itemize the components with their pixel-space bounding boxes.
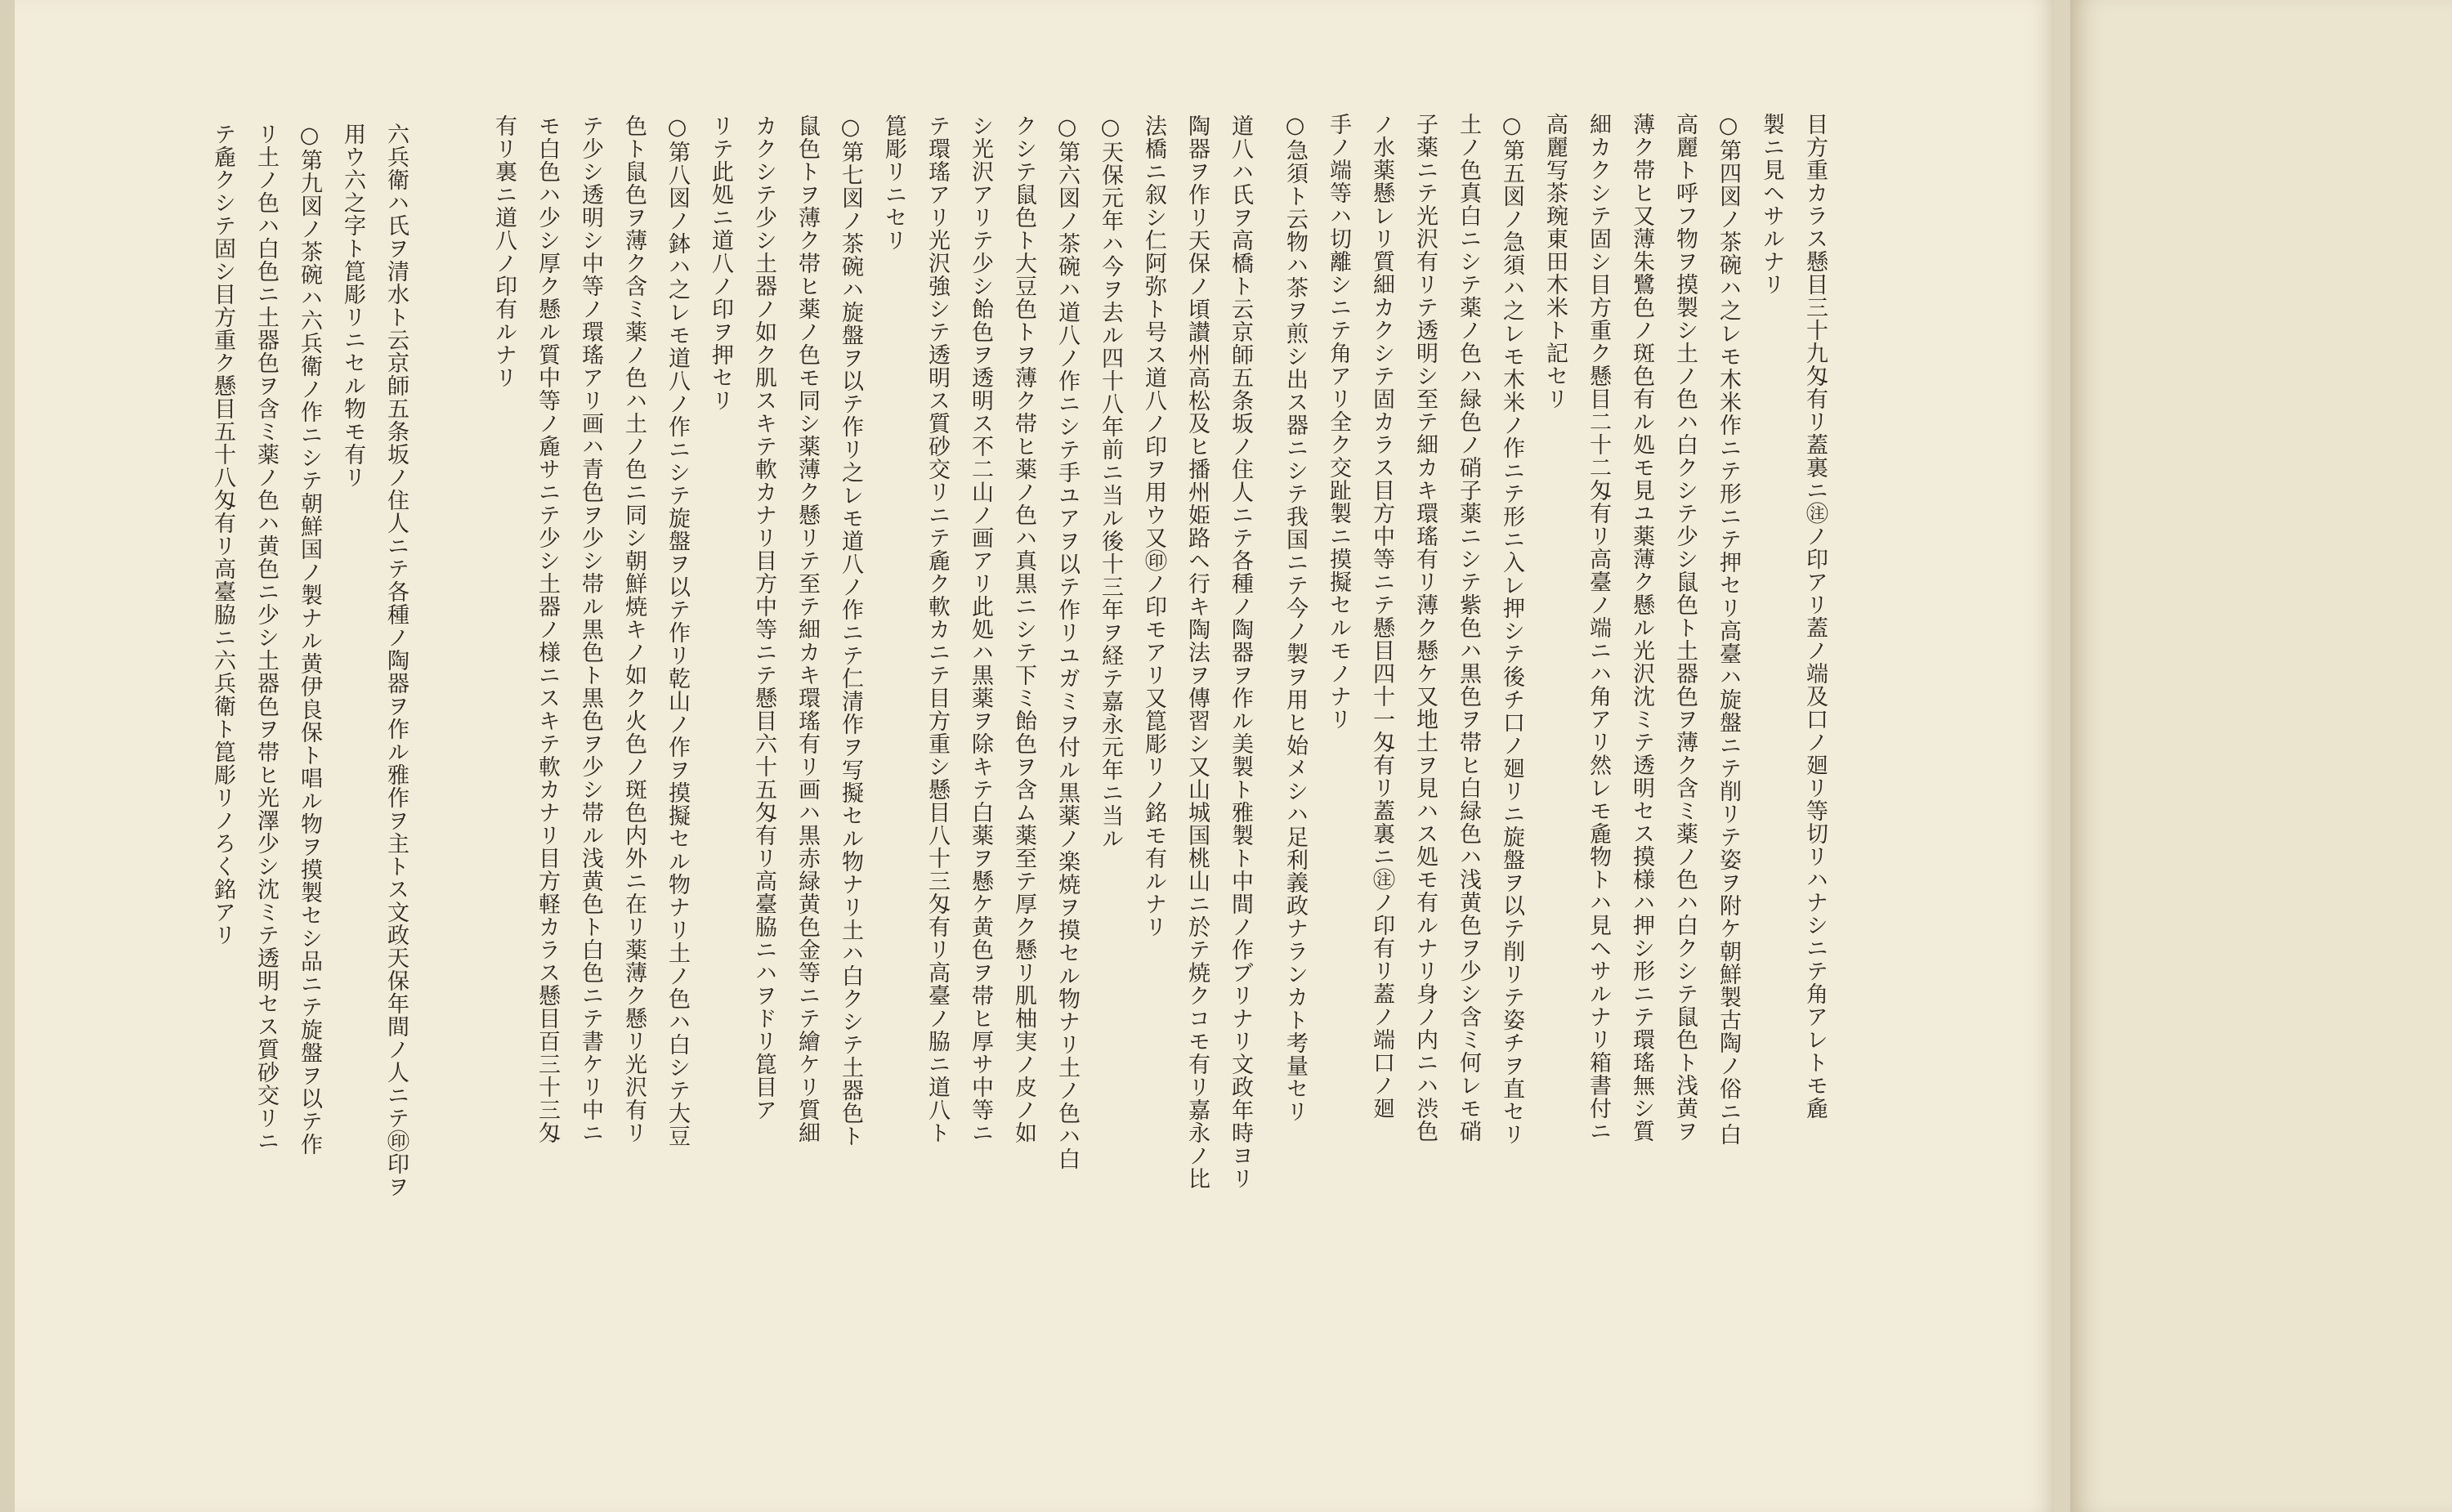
text-column: 六兵衛ハ氏ヲ清水ト云京師五条坂ノ住人ニテ各種ノ陶器ヲ作ル雅作ヲ主トス文政天保年間ノ人ニテ㊞印ヲ (383, 123, 409, 1198)
text-column: ○第六図ノ茶碗ハ道八ノ作ニシテ手ユアヲ以テ作リユガミヲ付ル黒薬ノ楽焼ヲ摸セル物ナリ土ノ色ハ白 (1054, 114, 1080, 1170)
text-column: カクシテ少シ土器ノ如ク肌スキテ軟カナリ目方中等ニテ懸目六十五匁有リ高臺脇ニハヲドリ箟目ア (751, 114, 776, 1121)
page-gutter (2054, 0, 2070, 1512)
text-column: ノ水薬懸レリ質細カクシテ固カラス目方中等ニテ懸目四十一匁有リ蓋裏ニ㊟ノ印有リ蓋ノ端口ノ廻 (1369, 113, 1394, 1120)
text-column: ○急須ト云物ハ茶ヲ煎シ出ス器ニシテ我国ニテ今ノ製ヲ用ヒ始メシハ足利義政ナランカト考量セリ (1282, 113, 1308, 1123)
text-column: 箟彫リニセリ (881, 114, 906, 252)
text-column: 色ト鼠色ヲ薄ク含ミ薬ノ色ハ土ノ色ニ同シ朝鮮焼キノ如ク火色ノ斑色内外ニ在リ薬薄ク懸リ光沢有リ (621, 114, 647, 1144)
facing-page (2070, 0, 2452, 1512)
main-page (15, 0, 2054, 1512)
text-column: 細カクシテ固シ目方重ク懸目二十二匁有リ高臺ノ端ニハ角アリ然レモ麁物トハ見ヘサルナリ箱書付ニ (1586, 113, 1611, 1143)
text-column: 目方重カラス懸目三十九匁有リ蓋裏ニ㊟ノ印アリ蓋ノ端及口ノ廻リ等切リハナシニテ角アレトモ麁 (1802, 113, 1828, 1120)
text-column: 鼠色トヲ薄ク帯ヒ薬ノ色モ同シ薬薄ク懸リテ至テ細カキ環瑤有リ画ハ黒赤緑黄色金等ニテ繪ケリ質細 (794, 114, 820, 1144)
text-column: 有リ裏ニ道八ノ印有ルナリ (491, 114, 517, 389)
text-column: モ白色ハ少シ厚ク懸ル質中等ノ麁サニテ少シ土器ノ様ニスキテ軟カナリ目方軽カラス懸目百三十三匁 (535, 114, 560, 1144)
text-column: リテ此処ニ道八ノ印ヲ押セリ (708, 114, 733, 412)
text-column: テ少シ透明シ中等ノ環瑤アリ画ハ青色ヲ少シ帯ル黒色ト黒色ヲ少シ帯ル浅黄色ト白色ニテ書ケリ中ニ (578, 114, 603, 1144)
text-column: クシテ鼠色ト大豆色トヲ薄ク帯ヒ薬ノ色ハ真黒ニシテ下ミ飴色ヲ含ム薬至テ厚ク懸リ肌柚実ノ皮ノ如 (1011, 114, 1036, 1144)
text-column: ○第八図ノ鉢ハ之レモ道八ノ作ニシテ旋盤ヲ以テ作リ乾山ノ作ヲ摸擬セル物ナリ土ノ色ハ白シテ大豆 (664, 114, 690, 1147)
text-column: 陶器ヲ作リ天保ノ頃讃州高松及ヒ播州姫路ヘ行キ陶法ヲ傳習シ又山城国桃山ニ於テ焼クコモ有リ嘉永ノ比 (1184, 114, 1210, 1190)
text-column: 用ウ六之字ト箟彫リニセル物モ有リ (340, 123, 365, 489)
text-column: 子薬ニテ光沢有リテ透明シ至テ細カキ環瑤有リ薄ク懸ケ又地土ヲ見ハス処モ有ルナリ身ノ内ニハ渋色 (1412, 113, 1438, 1143)
text-column: シ光沢アリテ少シ飴色ヲ透明ス不二山ノ画アリ此処ハ黒薬ヲ除キテ白薬ヲ懸ケ黄色ヲ帯ヒ厚サ中等ニ (968, 114, 993, 1144)
text-column: 道八ハ氏ヲ高橋ト云京師五条坂ノ住人ニテ各種ノ陶器ヲ作ル美製ト雅製ト中間ノ作ブリナリ文政年時ヨリ (1228, 114, 1253, 1190)
text-column: リ土ノ色ハ白色ニ土器色ヲ含ミ薬ノ色ハ黄色ニ少シ土器色ヲ帯ヒ光澤少シ沈ミテ透明セス質砂交リニ (253, 123, 279, 1152)
text-column: ○第七図ノ茶碗ハ旋盤ヲ以テ作リ之レモ道八ノ作ニテ仁清作ヲ写擬セル物ナリ土ハ白クシテ土器色ト (838, 114, 863, 1147)
text-column: テ麁クシテ固シ目方重ク懸目五十八匁有リ高臺脇ニ六兵衛ト箟彫リノろく銘アリ (210, 123, 235, 946)
text-column: 法橋ニ叙シ仁阿弥ト号ス道八ノ印ヲ用ウ又㊞ノ印モアリ又箟彫リノ銘モ有ルナリ (1141, 114, 1166, 938)
text-column: 手ノ端等ハ切離シニテ角アリ全ク交趾製ニ摸擬セルモノナリ (1326, 113, 1351, 731)
text-column: 高麗写茶琬東田木米ト記セリ (1542, 113, 1568, 410)
text-column: ○天保元年ハ今ヲ去ル四十八年前ニ当ル後十三年ヲ経テ嘉永元年ニ当ル (1098, 114, 1123, 850)
text-column: 高麗ト呼フ物ヲ摸製シ土ノ色ハ白クシテ少シ鼠色ト土器色ヲ薄ク含ミ薬ノ色ハ白クシテ鼠色ト浅黄ヲ (1672, 113, 1698, 1143)
text-section-middle (482, 114, 1262, 1455)
text-column: ○第四図ノ茶碗ハ之レモ木米作ニテ形ニテ押セリ高臺ハ旋盤ニテ削リテ姿ヲ附ケ朝鮮製古陶ノ俗ニ白 (1716, 113, 1741, 1146)
text-column: ○第九図ノ茶碗ハ六兵衛ノ作ニシテ朝鮮国ノ製ナル黄伊良保ト唱ル物ヲ摸製セシ品ニテ旋盤ヲ以テ作 (297, 123, 322, 1156)
text-section-right (1273, 113, 1837, 1453)
text-column: 土ノ色真白ニシテ薬ノ色ハ緑色ノ硝子薬ニシテ紫色ハ黒色ヲ帯ヒ白緑色ハ浅黄色ヲ少シ含ミ何レモ硝 (1456, 113, 1481, 1143)
text-column: 製ニ見ヘサルナリ (1759, 113, 1784, 296)
text-column: テ環瑤アリ光沢強シテ透明ス質砂交リニテ麁ク軟カニテ目方重シ懸目八十三匁有リ高臺ノ脇ニ道八ト (924, 114, 950, 1144)
text-section-left (201, 123, 418, 1463)
text-column: 薄ク帯ヒ又薄朱鷺色ノ斑色有ル処モ見ユ薬薄ク懸ル光沢沈ミテ透明セス摸様ハ押シ形ニテ環瑤無シ質 (1629, 113, 1654, 1143)
text-column: ○第五図ノ急須ハ之レモ木米ノ作ニテ形ニ入レ押シテ後チ口ノ廻リニ旋盤ヲ以テ削リテ姿チヲ直セリ (1499, 113, 1524, 1146)
